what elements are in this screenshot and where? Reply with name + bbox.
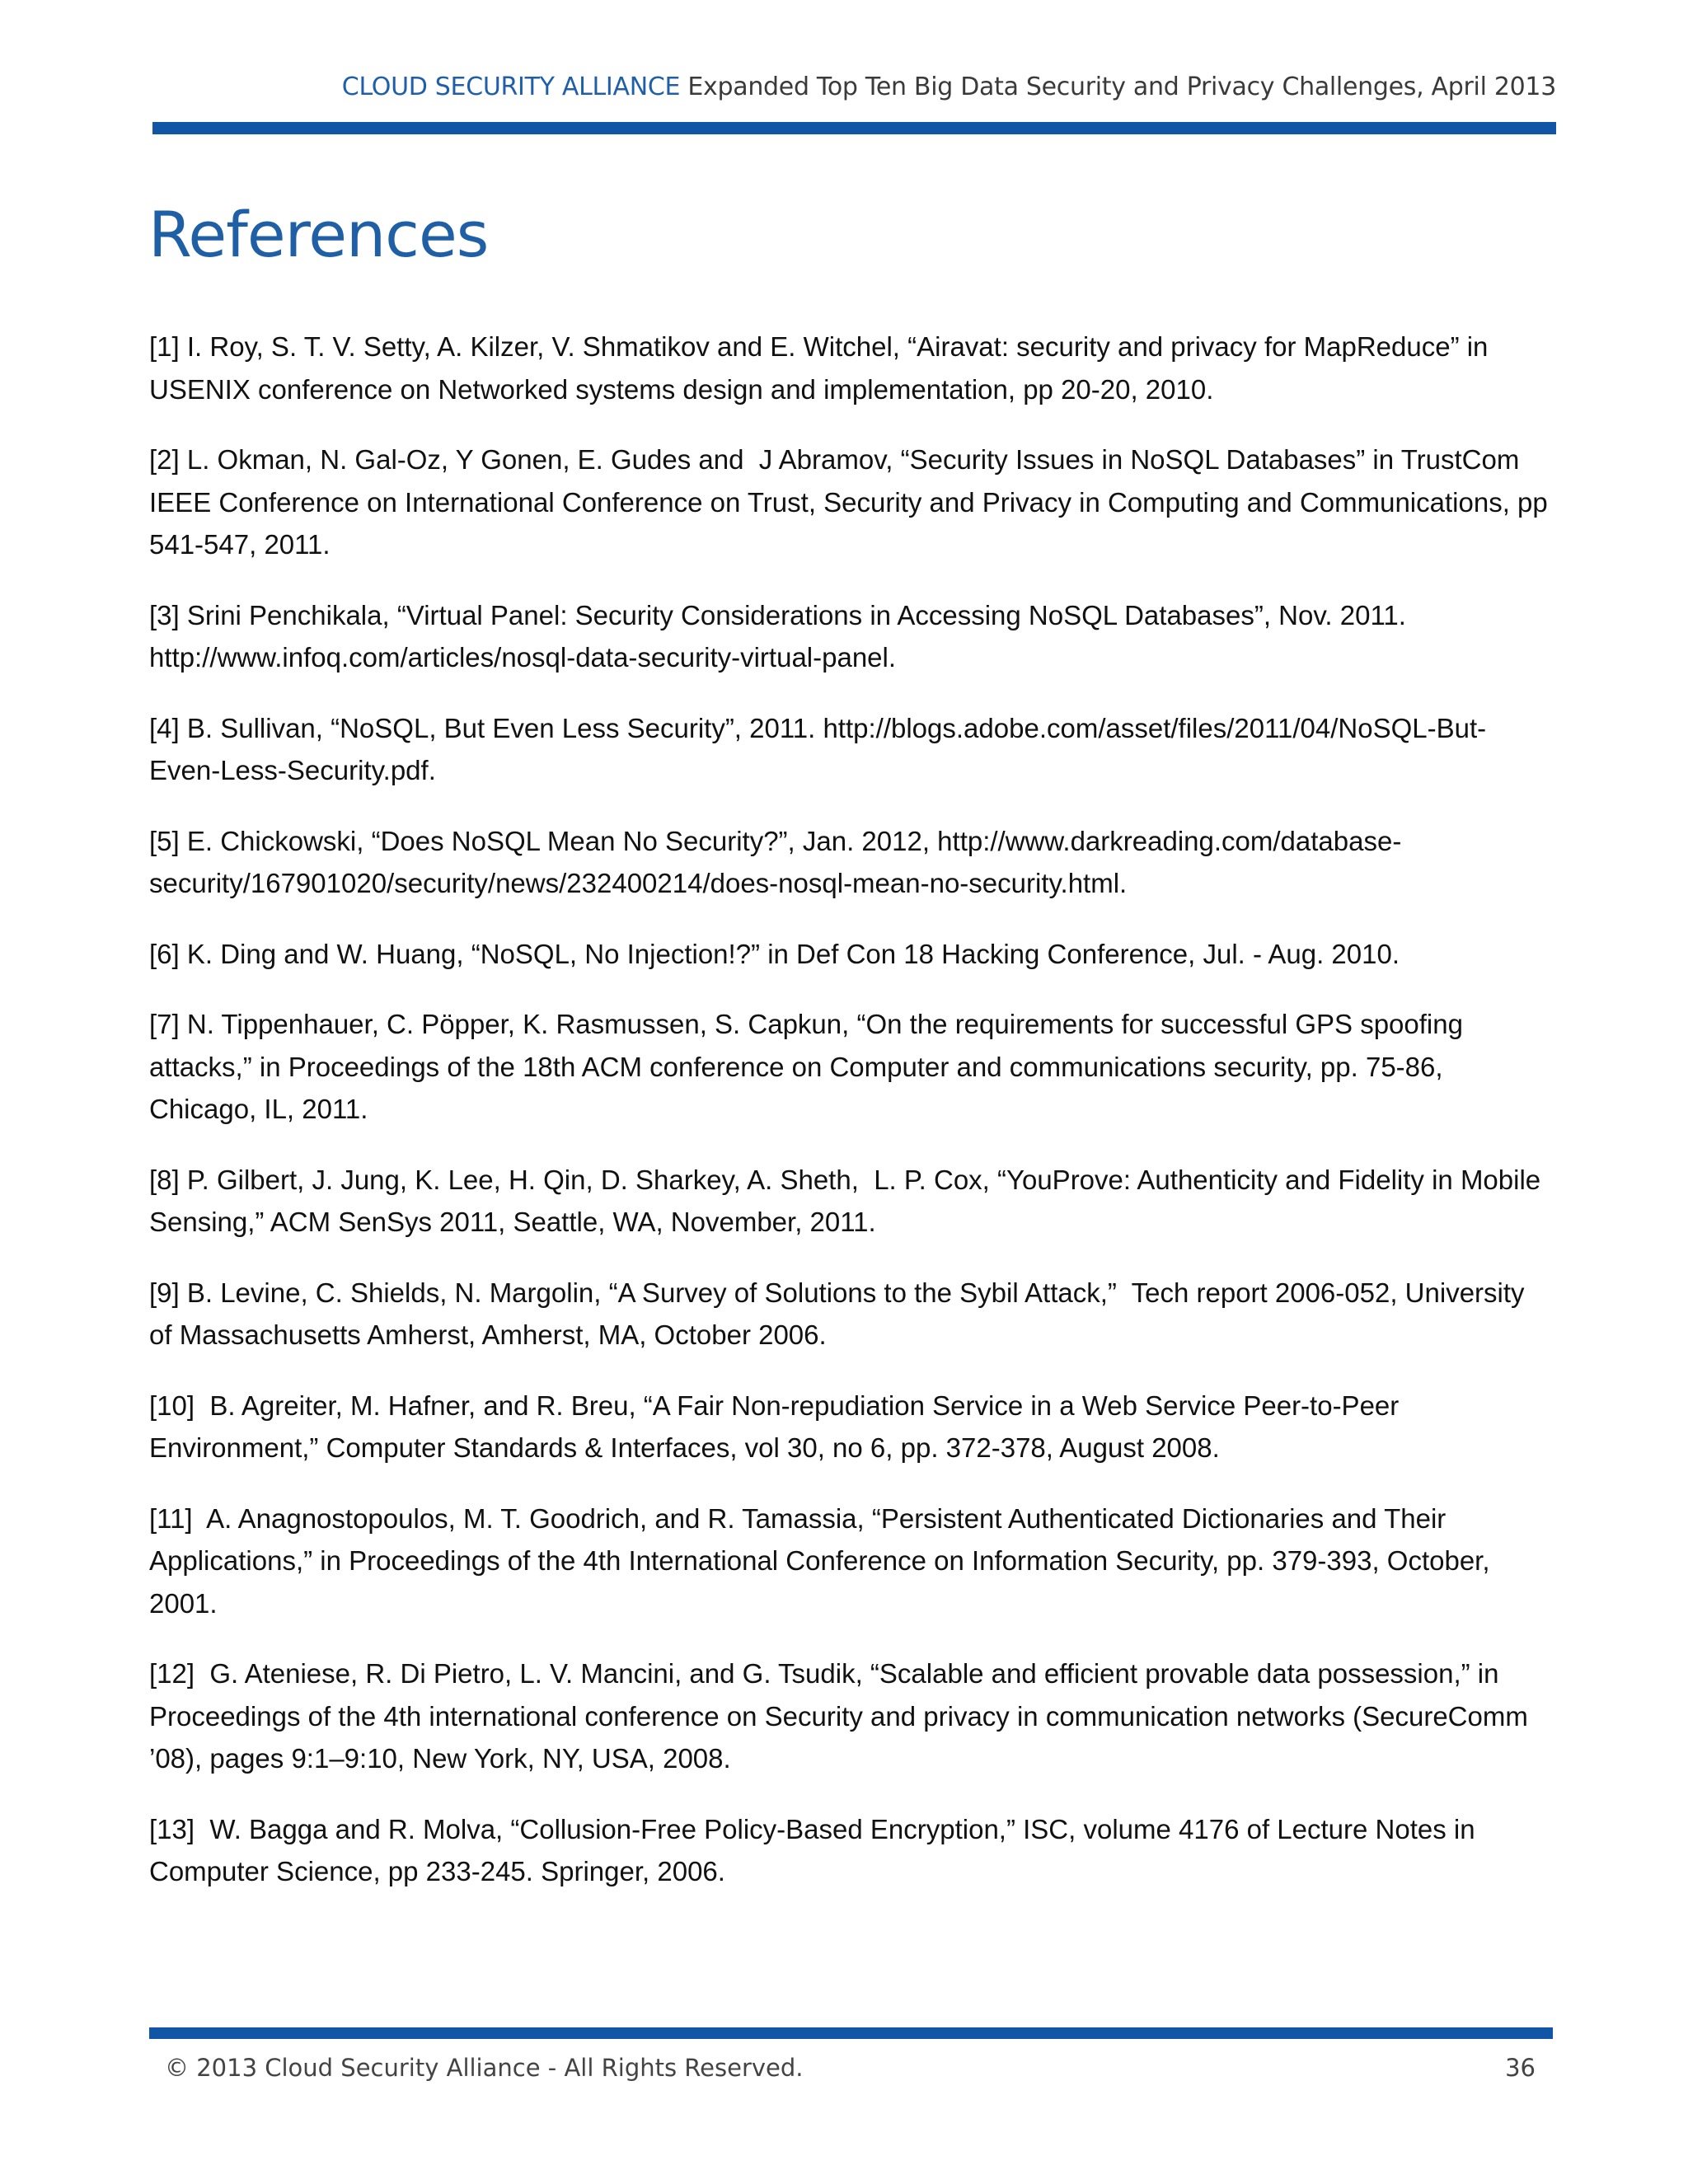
footer-copyright: © 2013 Cloud Security Alliance - All Rights Reserved. bbox=[165, 2054, 804, 2082]
reference-item: [9] B. Levine, C. Shields, N. Margolin, “A Survey of Solutions to the Sybil Attack,” Tech report 2006-052, University of Massachusetts Amherst, Amherst, MA, October 2006. bbox=[149, 1277, 1532, 1350]
reference-item: [1] I. Roy, S. T. V. Setty, A. Kilzer, V. Shmatikov and E. Witchel, “Airavat: security and privacy for MapReduce” in USENIX conference on Networked systems design and implementation, pp 20-20, 2010. bbox=[149, 331, 1496, 405]
reference-item: [4] B. Sullivan, “NoSQL, But Even Less Security”, 2011. http://blogs.adobe.com/asset/files/2011/04/NoSQL-But-Even-Less-Security.pdf. bbox=[149, 712, 1487, 785]
reference-item: [11] A. Anagnostopoulos, M. T. Goodrich, and R. Tamassia, “Persistent Authenticated Dictionaries and Their Applications,” in Proceedings of the 4th International Conference on Information Security, pp. 379-393, October, 2001. bbox=[149, 1502, 1498, 1619]
reference-item: [6] K. Ding and W. Huang, “NoSQL, No Injection!?” in Def Con 18 Hacking Conference, Jul. - Aug. 2010. bbox=[149, 938, 1400, 969]
reference-item: [3] Srini Penchikala, “Virtual Panel: Security Considerations in Accessing NoSQL Databases”, Nov. 2011. http://www.infoq.com/articles/nosql-data-security-virtual-panel. bbox=[149, 599, 1414, 673]
reference-item: [8] P. Gilbert, J. Jung, K. Lee, H. Qin, D. Sharkey, A. Sheth, L. P. Cox, “YouProve: Authenticity and Fidelity in Mobile Sensing,” ACM SenSys 2011, Seattle, WA, November, 2011. bbox=[149, 1164, 1549, 1237]
reference-item: [10] B. Agreiter, M. Hafner, and R. Breu, “A Fair Non-repudiation Service in a Web Service Peer-to-Peer Environment,” Computer Standards & Interfaces, vol 30, no 6, pp. 372-378, August 2008. bbox=[149, 1390, 1407, 1463]
reference-item: [5] E. Chickowski, “Does NoSQL Mean No Security?”, Jan. 2012, http://www.darkreading.com/database-security/167901020/security/news/232400214/does-nosql-mean-no-security.html. bbox=[149, 825, 1402, 898]
reference-item: [7] N. Tippenhauer, C. Pöpper, K. Rasmussen, S. Capkun, “On the requirements for successful GPS spoofing attacks,” in Proceedings of the 18th ACM conference on Computer and communications security, pp. 75-86, Chicago, IL, 2011. bbox=[149, 1009, 1471, 1124]
running-header bbox=[342, 73, 1556, 101]
page-number: 36 bbox=[1505, 2054, 1536, 2082]
header-doc-title: Expanded Top Ten Big Data Security and Privacy Challenges, April 2013 bbox=[687, 73, 1556, 101]
header-rule bbox=[152, 122, 1556, 134]
reference-item: [13] W. Bagga and R. Molva, “Collusion-Free Policy-Based Encryption,” ISC, volume 4176 of Lecture Notes in Computer Science, pp 233-245. Springer, 2006. bbox=[149, 1813, 1483, 1886]
footer-rule bbox=[149, 2027, 1553, 2039]
page-title: References bbox=[148, 198, 489, 271]
reference-list bbox=[149, 326, 1555, 1921]
reference-item: [2] L. Okman, N. Gal-Oz, Y Gonen, E. Gudes and J Abramov, “Security Issues in NoSQL Databases” in TrustCom IEEE Conference on International Conference on Trust, Security and Privacy in Computing and Communications, pp 541-547, 2011. bbox=[149, 444, 1555, 560]
header-org: CLOUD SECURITY ALLIANCE bbox=[341, 73, 681, 101]
reference-item: [12] G. Ateniese, R. Di Pietro, L. V. Mancini, and G. Tsudik, “Scalable and efficient provable data possession,” in Proceedings of the 4th international conference on Security and privacy in communication networks (SecureComm ’08), pages 9:1–9:10, New York, NY, USA, 2008. bbox=[149, 1658, 1536, 1774]
